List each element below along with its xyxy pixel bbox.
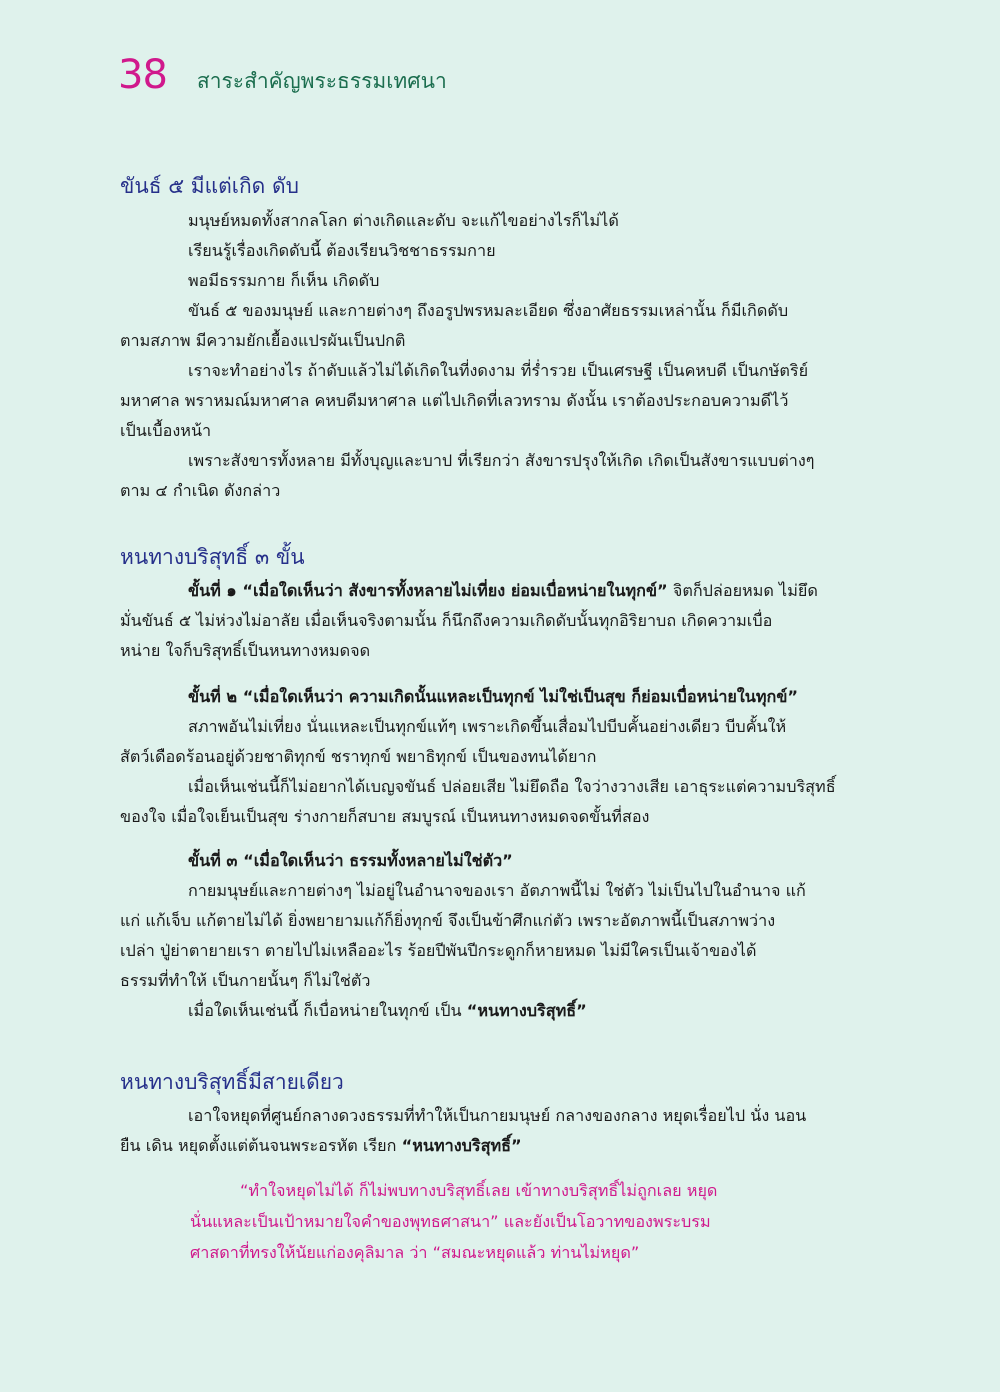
step3-heading-text: ขั้นที่ ๓ “เมื่อใดเห็นว่า ธรรมทั้งหลายไม่ใช่ตัว” [188, 851, 513, 870]
quote-line: “ทำใจหยุดไม่ได้ ก็ไม่พบทางบริสุทธิ์เลย เข้าทางบริสุทธิ์ไม่ถูกเลย หยุด [240, 1181, 718, 1200]
paragraph-line: เรียนรู้เรื่องเกิดดับนี้ ต้องเรียนวิชชาธรรมกาย [188, 241, 496, 260]
paragraph-line: เราจะทำอย่างไร ถ้าดับแล้วไม่ได้เกิดในที่งดงาม ที่ร่ำรวย เป็นเศรษฐี เป็นคหบดี เป็นกษัตริย์ [188, 361, 809, 380]
highlight-quote [190, 1175, 790, 1268]
book-title: สาระสำคัญพระธรรมเทศนา [196, 69, 447, 93]
step1-heading: ขั้นที่ ๑ “เมื่อใดเห็นว่า สังขารทั้งหลายไม่เที่ยง ย่อมเบื่อหน่ายในทุกข์” [188, 581, 668, 600]
paragraph-line: มนุษย์หมดทั้งสากลโลก ต่างเกิดและดับ จะแก้ไขอย่างไรก็ไม่ได้ [188, 211, 619, 230]
paragraph-line: เอาใจหยุดที่ศูนย์กลางดวงธรรมที่ทำให้เป็นกายมนุษย์ กลางของกลาง หยุดเรื่อยไป นั่ง นอน [188, 1106, 807, 1125]
step3-heading [120, 846, 850, 876]
page-number: 38 [118, 52, 167, 98]
step3-final-bold: “หนทางบริสุทธิ์” [466, 1001, 587, 1020]
paragraph-line [120, 1131, 850, 1161]
paragraph-line: ธรรมที่ทำให้ เป็นกายนั้นๆ ก็ไม่ใช่ตัว [120, 971, 371, 990]
quote-line: นั่นแหละเป็นเป้าหมายใจคำของพุทธศาสนา” และยังเป็นโอวาทของพระบรม [190, 1212, 711, 1231]
section3-line2-text: ยืน เดิน หยุดตั้งแต่ต้นจนพระอรหัต เรียก [120, 1136, 402, 1155]
paragraph-line: มหาศาล พราหมณ์มหาศาล คหบดีมหาศาล แต่ไปเกิดที่เลวทราม ดังนั้น เราต้องประกอบความดีไว้ [120, 391, 789, 410]
section-title-khan5: ขันธ์ ๕ มีแต่เกิด ดับ [120, 174, 299, 198]
paragraph-line: เมื่อเห็นเช่นนี้ก็ไม่อยากได้เบญจขันธ์ ปล่อยเสีย ไม่ยึดถือ ใจว่างวางเสีย เอาธุระแต่ความบริสุทธิ์ [188, 777, 836, 796]
paragraph-line: แก่ แก้เจ็บ แก้ตายไม่ได้ ยิ่งพยายามแก้ก็ยิ่งทุกข์ จึงเป็นข้าศึกแก่ตัว เพราะอัตภาพนี้เป็นสภาพว่าง [120, 911, 776, 930]
quote-line: ศาสดาที่ทรงให้นัยแก่องคุลิมาล ว่า “สมณะหยุดแล้ว ท่านไม่หยุด” [190, 1243, 640, 1262]
paragraph-line: ตาม ๔ กำเนิด ดังกล่าว [120, 481, 281, 500]
paragraph-line: มั่นขันธ์ ๕ ไม่ห่วงไม่อาลัย เมื่อเห็นจริงตามนั้น ก็นึกถึงความเกิดดับนั้นทุกอิริยาบถ เกิดความเบื่อ [120, 611, 773, 630]
step2-heading-text: ขั้นที่ ๒ “เมื่อใดเห็นว่า ความเกิดนั้นแหละเป็นทุกข์ ไม่ใช่เป็นสุข ก็ย่อมเบื่อหน่ายในทุกข์” [188, 687, 799, 706]
page-header [118, 52, 447, 102]
paragraph-line [120, 996, 850, 1026]
paragraph-line: กายมนุษย์และกายต่างๆ ไม่อยู่ในอำนาจของเรา อัตภาพนี้ไม่ ใช่ตัว ไม่เป็นไปในอำนาจ แก้ [188, 881, 806, 900]
paragraph-line: สัตว์เดือดร้อนอยู่ด้วยชาติทุกข์ ชราทุกข์ พยาธิทุกข์ เป็นของทนได้ยาก [120, 747, 597, 766]
section-title-three-steps: หนทางบริสุทธิ์ ๓ ขั้น [120, 545, 305, 569]
paragraph-line: ขันธ์ ๕ ของมนุษย์ และกายต่างๆ ถึงอรูปพรหมละเอียด ซึ่งอาศัยธรรมเหล่านั้น ก็มีเกิดดับ [188, 301, 789, 320]
step3-final-text: เมื่อใดเห็นเช่นนี้ ก็เบื่อหน่ายในทุกข์ เป็น [188, 1001, 467, 1020]
step3-block [120, 846, 850, 1026]
step2-block [120, 682, 850, 832]
step2-heading [120, 682, 850, 712]
paragraph-line: ตามสภาพ มีความยักเยื้องแปรผันเป็นปกติ [120, 331, 406, 350]
section1-body [120, 206, 850, 506]
paragraph-line: เพราะสังขารทั้งหลาย มีทั้งบุญและบาป ที่เรียกว่า สังขารปรุงให้เกิด เกิดเป็นสังขารแบบต่างๆ [188, 451, 815, 470]
step1-block [120, 576, 850, 666]
paragraph-line: เป็นเบื้องหน้า [120, 421, 212, 440]
paragraph-line: เปล่า ปู่ย่าตายายเรา ตายไปไม่เหลืออะไร ร้อยปีพันปีกระดูกก็หายหมด ไม่มีใครเป็นเจ้าของได้ [120, 941, 757, 960]
paragraph-line: พอมีธรรมกาย ก็เห็น เกิดดับ [188, 271, 380, 290]
paragraph-line: สภาพอันไม่เที่ยง นั่นแหละเป็นทุกข์แท้ๆ เพราะเกิดขึ้นเสื่อมไปบีบคั้นอย่างเดียว บีบคั้นให้ [188, 717, 787, 736]
section3-line2-bold: “หนทางบริสุทธิ์” [401, 1136, 522, 1155]
paragraph-line [120, 576, 850, 606]
section-title-one-path: หนทางบริสุทธิ์มีสายเดียว [120, 1070, 344, 1094]
paragraph-line: ของใจ เมื่อใจเย็นเป็นสุข ร่างกายก็สบาย สมบูรณ์ เป็นหนทางหมดจดขั้นที่สอง [120, 807, 650, 826]
paragraph-line: หน่าย ใจก็บริสุทธิ์เป็นหนทางหมดจด [120, 641, 371, 660]
step1-rest: จิตก็ปล่อยหมด ไม่ยึด [667, 581, 818, 600]
section3-body [120, 1101, 850, 1161]
